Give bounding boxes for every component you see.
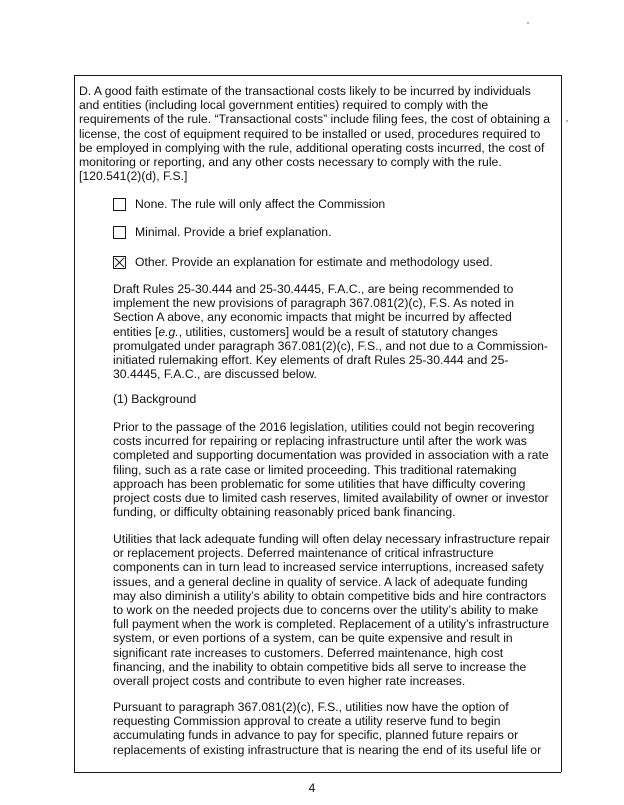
text-line: requesting Commission approval to create a utility reserve fund to begin — [113, 714, 501, 729]
scan-speck — [527, 22, 529, 24]
text-line: significant rate increases to customers. Deferred maintenance, high cost — [113, 645, 504, 660]
checkbox-none[interactable] — [113, 198, 126, 211]
intro-paragraph — [79, 84, 557, 183]
checkbox-other-checked[interactable] — [113, 256, 126, 269]
paragraph-prior-legislation — [113, 420, 553, 519]
text-line: funding, or difficulty obtaining reasonably priced bank financing. — [113, 505, 456, 520]
text-line: replacements of existing infrastructure that is nearing the end of its useful life or — [113, 742, 542, 757]
text-line: and entities (including local government entities) required to comply with the — [79, 98, 489, 113]
text-line: D. A good faith estimate of the transactional costs likely to be incurred by individuals — [79, 84, 531, 98]
text-line: 30.4445, F.A.C., are discussed below. — [113, 367, 317, 382]
option-none-label: None. The rule will only affect the Commission — [135, 197, 386, 211]
text-line: completed and supporting documentation was provided in association with a rate — [113, 448, 549, 463]
option-none[interactable] — [113, 196, 385, 212]
text-line: may also diminish a utility’s ability to obtain competitive bids and hire contractors — [113, 588, 547, 603]
text-line: project costs due to limited cash reserves, limited availability of owner or investor — [113, 491, 549, 506]
scan-speck — [566, 120, 568, 122]
text-line: full payment when the work is completed. Replacement of a utility’s infrastructure — [113, 617, 550, 632]
checkbox-minimal[interactable] — [113, 226, 126, 239]
text-line: be employed in complying with the rule, additional operating costs incurred, the cost of — [79, 140, 545, 155]
text-line: Prior to the passage of the 2016 legislation, utilities could not begin recovering — [113, 420, 535, 434]
option-other-label: Other. Provide an explanation for estimate and methodology used. — [135, 255, 493, 269]
option-minimal-label: Minimal. Provide a brief explanation. — [135, 225, 332, 239]
text-line: approach has been problematic for some utilities that have difficulty covering — [113, 476, 526, 491]
text-line: license, the cost of equipment required to be installed or used, procedures required to — [79, 126, 541, 141]
text-line: accumulating funds in advance to pay for specific, planned future repairs or — [113, 728, 519, 743]
text-line: Utilities that lack adequate funding will often delay necessary infrastructure repair — [113, 532, 550, 546]
background-heading: (1) Background — [113, 392, 197, 406]
box-bottom-border — [74, 772, 561, 773]
content-box — [74, 75, 562, 772]
text-line: to work on the needed projects due to concerns over the utility’s ability to make — [113, 603, 539, 618]
explanation-paragraph — [113, 282, 553, 381]
paragraph-adequate-funding — [113, 532, 553, 688]
page-number: 4 — [308, 781, 316, 795]
text-line: initiated rulemaking effort. Key elements of draft Rules 25-30.444 and 25- — [113, 353, 509, 368]
text-line: [120.541(2)(d), F.S.] — [79, 169, 188, 184]
text-line: requirements of the rule. “Transactional costs” include filing fees, the cost of obtaining a — [79, 112, 551, 127]
option-minimal[interactable] — [113, 224, 331, 240]
text-line: filing, such as a rate case or limited proceeding. This traditional ratemaking — [113, 462, 517, 477]
text-line: Draft Rules 25-30.444 and 25-30.4445, F.A.C., are being recommended to — [113, 282, 514, 296]
text-line: financing, and the inability to obtain competitive bids all serve to increase the — [113, 659, 527, 674]
text-line: monitoring or reporting, and any other costs necessary to comply with the rule. — [79, 155, 502, 170]
paragraph-reserve-fund — [113, 700, 553, 757]
text-line: issues, and a general decline in quality of service. A lack of adequate funding — [113, 574, 528, 589]
italic-eg: e.g. — [158, 324, 179, 339]
text-line: Pursuant to paragraph 367.081(2)(c), F.S., utilities now have the option of — [113, 700, 509, 714]
text-line: promulgated under paragraph 367.081(2)(c), F.S., and not due to a Commission- — [113, 338, 548, 353]
text-line: overall project costs and contribute to even higher rate increases. — [113, 674, 466, 689]
text-line: components can in turn lead to increased service interruptions, increased safety — [113, 560, 544, 575]
text-line: Section A above, any economic impacts that might be incurred by affected — [113, 310, 512, 325]
text-line: system, or even portions of a system, can be quite expensive and result in — [113, 631, 513, 646]
text-line: implement the new provisions of paragraph 367.081(2)(c), F.S. As noted in — [113, 296, 515, 311]
text-line: or replacement projects. Deferred maintenance of critical infrastructure — [113, 546, 494, 561]
text-line: entities [e.g., utilities, customers] would be a result of statutory changes — [113, 324, 498, 339]
option-other[interactable] — [113, 254, 493, 270]
text-line: costs incurred for repairing or replacing infrastructure until after the work was — [113, 434, 527, 449]
